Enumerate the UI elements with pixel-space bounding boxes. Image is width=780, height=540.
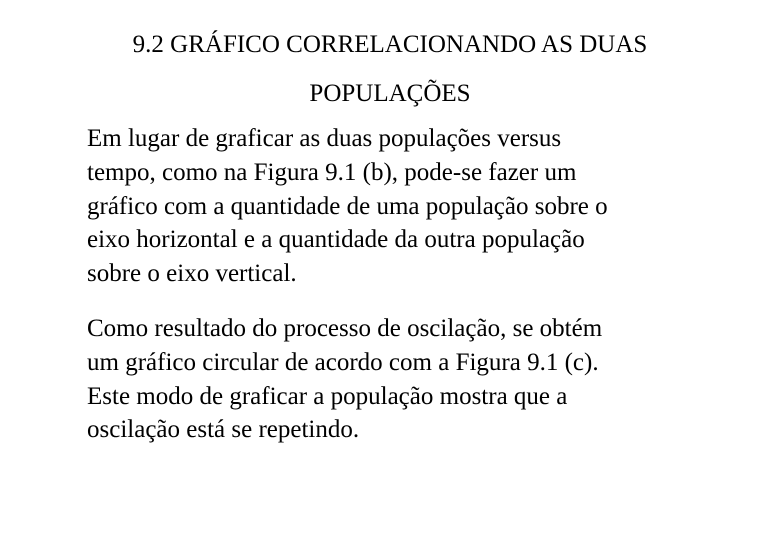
paragraph-2-line: oscilação está se repetindo. [87, 416, 360, 444]
paragraph-1 [87, 122, 727, 291]
paragraph-1-line: gráfico com a quantidade de uma população sobre o [87, 192, 608, 220]
section-title-line-2: POPULAÇÕES [309, 80, 471, 107]
section-title-line-1: 9.2 GRÁFICO CORRELACIONANDO AS DUAS [132, 31, 648, 58]
paragraph-2-line: Este modo de graficar a população mostra que a [87, 382, 568, 410]
paragraph-1-line: sobre o eixo vertical. [87, 260, 297, 288]
paragraph-1-line: tempo, como na Figura 9.1 (b), pode-se fazer um [87, 158, 577, 186]
paragraph-2-line: um gráfico circular de acordo com a Figura 9.1 (c). [87, 348, 599, 376]
paragraph-2-line: Como resultado do processo de oscilação, se obtém [87, 315, 603, 342]
paragraph-2 [87, 312, 727, 447]
paragraph-1-line: Em lugar de graficar as duas populações versus [87, 125, 562, 152]
paragraph-1-line: eixo horizontal e a quantidade da outra população [87, 226, 585, 254]
